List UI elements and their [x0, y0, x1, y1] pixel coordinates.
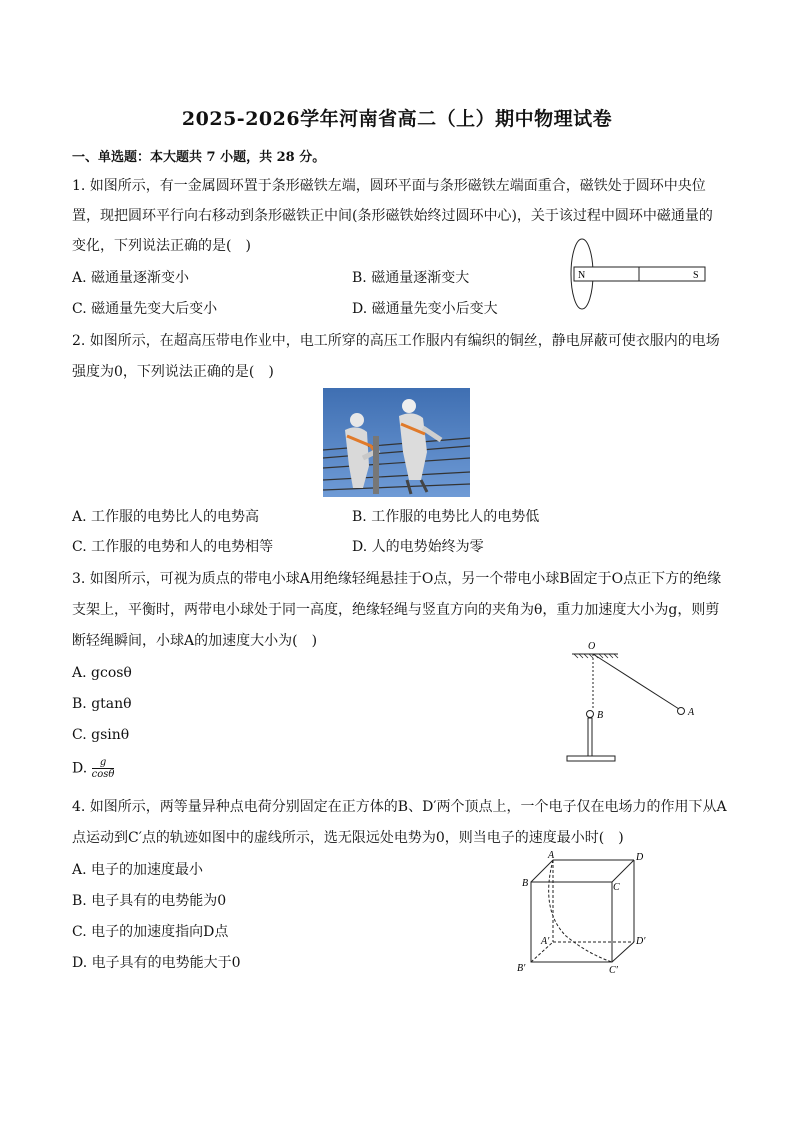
- ball-b-label: B: [597, 710, 604, 721]
- ball-b: [587, 711, 594, 718]
- q4-option-b: B. 电子具有的电势能为0: [72, 893, 227, 909]
- q4-cube-figure: [512, 850, 660, 976]
- q2-option-b: B. 工作服的电势比人的电势低: [352, 509, 540, 525]
- vertex-b-label: B: [522, 878, 529, 889]
- ball-a-label: A: [688, 707, 695, 718]
- q3-option-d-denominator: cosθ: [91, 769, 115, 780]
- electric-workers-photo: [323, 388, 470, 497]
- q4-option-d: D. 电子具有的电势能大于0: [72, 955, 241, 971]
- vertex-d1-label: D′: [636, 936, 646, 947]
- q1-option-d: D. 磁通量先变小后变大: [352, 301, 498, 317]
- q3-option-b: B. gtanθ: [72, 696, 132, 712]
- q2-line-2: 强度为0，下列说法正确的是( ): [72, 364, 274, 380]
- q3-pendulum-figure: [564, 640, 704, 766]
- q3-option-d-fraction: [92, 757, 115, 780]
- q1-option-b: B. 磁通量逐渐变大: [352, 270, 470, 286]
- q3-line-1: 3. 如图所示，可视为质点的带电小球A用绝缘轻绳悬挂于O点，另一个带电小球B固定于O点正下方的绝缘: [72, 571, 722, 587]
- electron-trajectory: [549, 860, 612, 962]
- q1-line-3: 变化，下列说法正确的是( ): [72, 238, 251, 254]
- q1-magnet-figure: [566, 236, 712, 312]
- q1-line-1: 1. 如图所示，有一金属圆环置于条形磁铁左端，圆环平面与条形磁铁左端面重合，磁铁处于圆环中央位: [72, 178, 706, 194]
- q3-option-a: A. gcosθ: [72, 665, 132, 681]
- point-o-label: O: [588, 641, 596, 652]
- vertex-b1-label: B′: [517, 963, 526, 974]
- q3-option-d-prefix: D.: [72, 760, 88, 777]
- q1-option-a: A. 磁通量逐渐变小: [72, 270, 190, 286]
- q2-option-c: C. 工作服的电势和人的电势相等: [72, 539, 274, 555]
- stand-base: [567, 756, 615, 761]
- magnet-s-label: S: [693, 270, 699, 281]
- q4-line-2: 点运动到C′点的轨迹如图中的虚线所示，选无限远处电势为0，则当电子的速度最小时( ): [72, 830, 624, 846]
- q1-line-2: 置，现把圆环平行向右移动到条形磁铁正中间(条形磁铁始终过圆环中心)，关于该过程中圆环中磁通量的: [72, 208, 713, 224]
- q4-line-1: 4. 如图所示，两等量异种点电荷分别固定在正方体的B、D′两个顶点上，一个电子仅在电场力的作用下从A: [72, 799, 727, 815]
- q3-line-2: 支架上，平衡时，两带电小球处于同一高度，绝缘轻绳与竖直方向的夹角为θ，重力加速度大小为g，则剪: [72, 602, 720, 618]
- q1-option-c: C. 磁通量先变大后变小: [72, 301, 218, 317]
- q2-option-d: D. 人的电势始终为零: [352, 539, 484, 555]
- magnet-n-label: N: [578, 270, 586, 281]
- vertex-a1-label: A′: [541, 936, 550, 947]
- ball-a: [678, 708, 685, 715]
- vertex-d-label: D: [636, 852, 644, 863]
- vertex-a-label: A: [548, 850, 555, 861]
- vertex-c1-label: C′: [609, 965, 618, 976]
- q4-option-c: C. 电子的加速度指向D点: [72, 924, 229, 940]
- section-heading: 一、单选题：本大题共 7 小题，共 28 分。: [72, 150, 326, 165]
- insulating-stand: [588, 718, 592, 756]
- q2-option-a: A. 工作服的电势比人的电势高: [72, 509, 260, 525]
- q4-option-a: A. 电子的加速度最小: [72, 862, 204, 878]
- q3-line-3: 断轻绳瞬间，小球A的加速度大小为( ): [72, 633, 318, 649]
- q3-option-d: [72, 757, 114, 780]
- q2-line-1: 2. 如图所示，在超高压带电作业中，电工所穿的高压工作服内有编织的铜丝，静电屏蔽可使衣服内的电场: [72, 333, 720, 349]
- insulating-rope: [593, 654, 679, 709]
- q3-option-c: C. gsinθ: [72, 727, 130, 743]
- page-title: 2025-2026学年河南省高二（上）期中物理试卷: [181, 108, 613, 130]
- q3-option-d-numerator: g: [92, 757, 115, 769]
- vertex-c-label: C: [613, 882, 620, 893]
